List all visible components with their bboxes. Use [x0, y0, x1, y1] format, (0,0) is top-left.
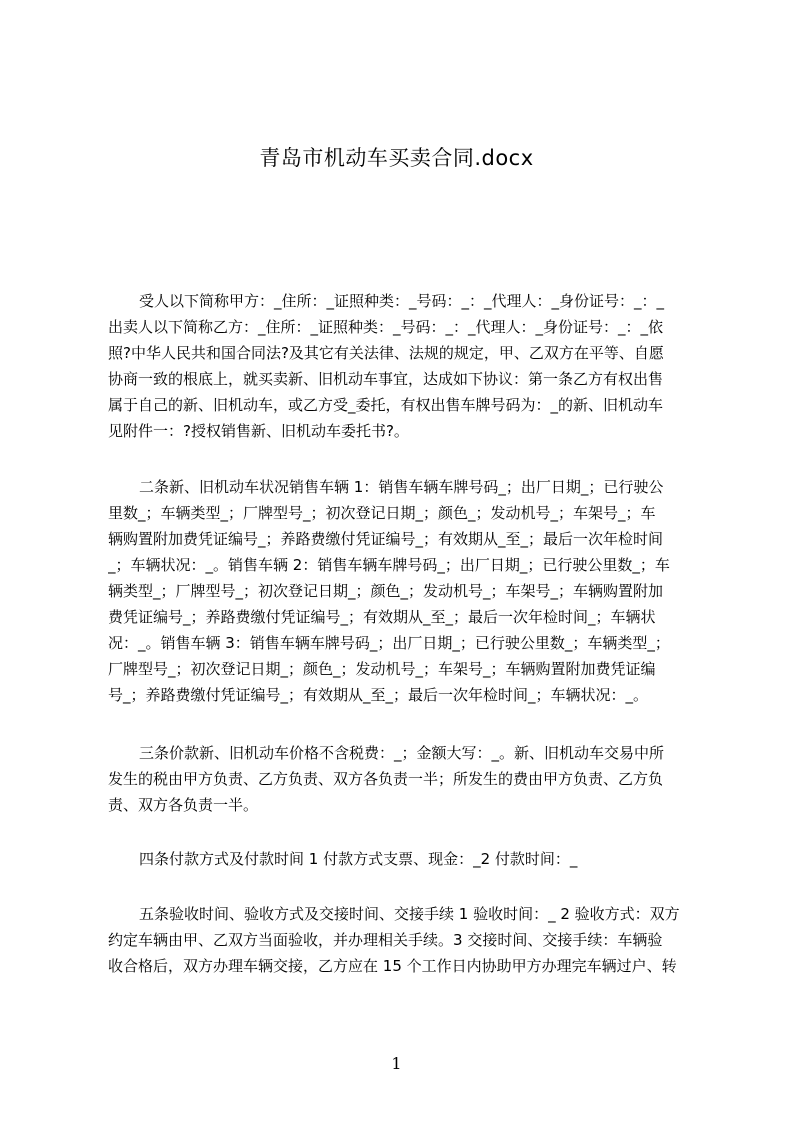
- paragraph-vehicle-status: [108, 474, 698, 708]
- paragraph-price: [108, 740, 698, 818]
- text-line: 五条验收时间、验收方式及交接时间、交接手续 1 验收时间：_ 2 验收方式：双方: [139, 905, 680, 923]
- text-line: 收合格后，双方办理车辆交接，乙方应在 15 个工作日内协助甲方办理完车辆过户、转: [108, 957, 677, 975]
- text-line: 出卖人以下简称乙方：_住所：_证照种类：_号码：_：_代理人：_身份证号：_：_依: [108, 318, 664, 336]
- text-line: 发生的税由甲方负责、乙方负责、双方各负责一半；所发生的费由甲方负责、乙方负: [108, 770, 664, 788]
- text-line: 受人以下简称甲方：_住所：_证照种类：_号码：_：_代理人：_身份证号：_：_: [139, 292, 665, 310]
- text-line: 辆购置附加费凭证编号_；养路费缴付凭证编号_；有效期从_至_；最后一次年检时间: [108, 530, 664, 548]
- text-line: 辆类型_；厂牌型号_；初次登记日期_；颜色_；发动机号_；车架号_；车辆购置附加: [108, 582, 664, 600]
- text-line: 照?中华人民共和国合同法?及其它有关法律、法规的规定，甲、乙双方在平等、自愿: [108, 344, 664, 362]
- paragraph-parties: [108, 288, 698, 444]
- page-number: 1: [391, 1054, 402, 1073]
- text-line: 号_；养路费缴付凭证编号_；有效期从_至_；最后一次年检时间_；车辆状况：_。: [108, 686, 649, 704]
- text-line: 三条价款新、旧机动车价格不含税费：_；金额大写：_。新、旧机动车交易中所: [139, 744, 665, 762]
- text-line: _；车辆状况：_。销售车辆 2：销售车辆车牌号码_；出厂日期_；已行驶公里数_；车: [108, 556, 670, 574]
- text-line: 约定车辆由甲、乙双方当面验收，并办理相关手续。3 交接时间、交接手续：车辆验: [108, 931, 663, 949]
- text-line: 四条付款方式及付款时间 1 付款方式支票、现金：_2 付款时间：_: [139, 850, 578, 868]
- text-line: 况：_。销售车辆 3：销售车辆车牌号码_；出厂日期_；已行驶公里数_；车辆类型_；: [108, 634, 670, 652]
- text-line: 里数_；车辆类型_；厂牌型号_；初次登记日期_；颜色_；发动机号_；车架号_；车: [108, 504, 656, 522]
- text-line: 厂牌型号_；初次登记日期_；颜色_；发动机号_；车架号_；车辆购置附加费凭证编: [108, 660, 656, 678]
- text-line: 属于自己的新、旧机动车，或乙方受_委托，有权出售车牌号码为：_的新、旧机动车: [108, 396, 664, 414]
- text-line: 二条新、旧机动车状况销售车辆 1：销售车辆车牌号码_；出厂日期_；已行驶公: [139, 478, 664, 496]
- text-line: 见附件一：?授权销售新、旧机动车委托书?。: [108, 422, 409, 440]
- document-title: 青岛市机动车买卖合同.docx: [259, 146, 534, 170]
- text-line: 责、双方各负责一半。: [108, 796, 259, 814]
- paragraph-payment: [108, 846, 698, 872]
- text-line: 费凭证编号_；养路费缴付凭证编号_；有效期从_至_；最后一次年检时间_；车辆状: [108, 608, 656, 626]
- text-line: 协商一致的根底上，就买卖新、旧机动车事宜，达成如下协议：第一条乙方有权出售: [108, 370, 664, 388]
- paragraph-acceptance: [108, 901, 698, 979]
